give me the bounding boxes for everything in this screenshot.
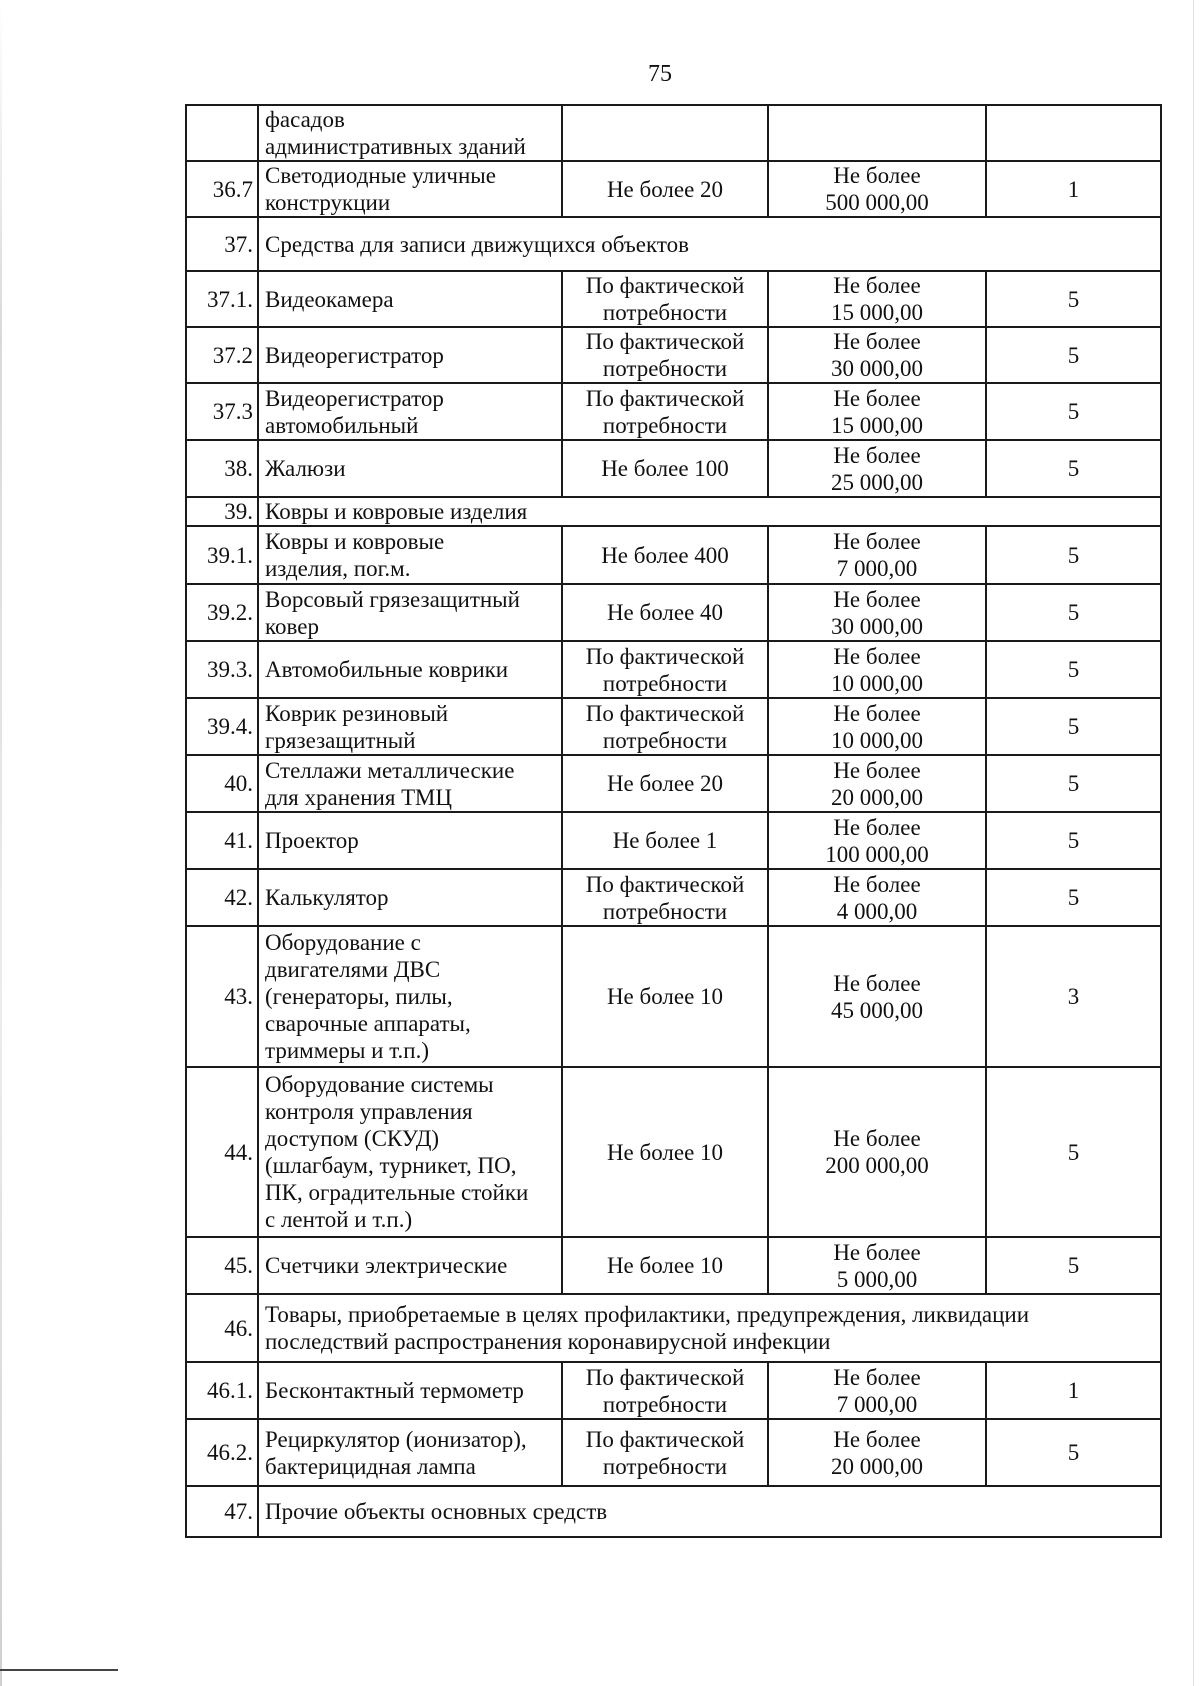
section-number: 46.	[186, 1294, 258, 1362]
item-service-life: 5	[986, 584, 1161, 641]
row-number: 45.	[186, 1237, 258, 1294]
scan-edge	[1193, 0, 1194, 1686]
item-price: Не более 7 000,00	[768, 1362, 986, 1419]
table-row	[186, 105, 1161, 161]
item-service-life: 5	[986, 698, 1161, 755]
item-quantity: Не более 20	[562, 755, 768, 812]
item-service-life: 1	[986, 1362, 1161, 1419]
item-price: Не более 20 000,00	[768, 1419, 986, 1486]
section-title: Прочие объекты основных средств	[258, 1486, 1161, 1537]
item-name: Видеорегистратор автомобильный	[258, 383, 562, 440]
item-price: Не более 10 000,00	[768, 641, 986, 698]
row-number: 39.3.	[186, 641, 258, 698]
scan-mark	[0, 1669, 118, 1671]
row-number: 40.	[186, 755, 258, 812]
table-row	[186, 440, 1161, 497]
equipment-table	[185, 104, 1162, 1538]
item-quantity: По фактической потребности	[562, 383, 768, 440]
item-name: Ворсовый грязезащитный ковер	[258, 584, 562, 641]
row-number: 46.1.	[186, 1362, 258, 1419]
item-name: Оборудование системы контроля управления доступом (СКУД) (шлагбаум, турникет, ПО, ПК, оградительные стойки с лентой и т.п.)	[258, 1067, 562, 1237]
row-number: 38.	[186, 440, 258, 497]
item-quantity: По фактической потребности	[562, 698, 768, 755]
item-service-life: 5	[986, 327, 1161, 383]
section-number: 37.	[186, 217, 258, 271]
item-price: Не более 7 000,00	[768, 526, 986, 584]
item-quantity: Не более 20	[562, 161, 768, 217]
row-number	[186, 105, 258, 161]
row-number: 44.	[186, 1067, 258, 1237]
item-quantity: Не более 1	[562, 812, 768, 869]
item-quantity: Не более 10	[562, 926, 768, 1067]
item-service-life: 5	[986, 755, 1161, 812]
item-quantity: Не более 10	[562, 1067, 768, 1237]
item-service-life: 5	[986, 1419, 1161, 1486]
item-name: Проектор	[258, 812, 562, 869]
item-name: Видеокамера	[258, 271, 562, 327]
section-number: 39.	[186, 497, 258, 526]
item-service-life: 5	[986, 271, 1161, 327]
table-row	[186, 327, 1161, 383]
row-number: 43.	[186, 926, 258, 1067]
table-row	[186, 383, 1161, 440]
page-number: 75	[648, 61, 672, 87]
item-price: Не более 15 000,00	[768, 271, 986, 327]
item-price: Не более 4 000,00	[768, 869, 986, 926]
item-quantity: Не более 10	[562, 1237, 768, 1294]
table-row	[186, 584, 1161, 641]
table-row	[186, 1419, 1161, 1486]
item-price: Не более 30 000,00	[768, 584, 986, 641]
item-service-life: 1	[986, 161, 1161, 217]
item-name: Жалюзи	[258, 440, 562, 497]
item-name: Рециркулятор (ионизатор), бактерицидная лампа	[258, 1419, 562, 1486]
table-row	[186, 526, 1161, 584]
item-name: фасадов административных зданий	[258, 105, 562, 161]
section-row	[186, 1294, 1161, 1362]
table-row	[186, 1362, 1161, 1419]
item-service-life: 5	[986, 526, 1161, 584]
item-name: Светодиодные уличные конструкции	[258, 161, 562, 217]
item-service-life: 5	[986, 641, 1161, 698]
item-name: Автомобильные коврики	[258, 641, 562, 698]
row-number: 39.2.	[186, 584, 258, 641]
item-price: Не более 25 000,00	[768, 440, 986, 497]
table-row	[186, 812, 1161, 869]
item-quantity: Не более 100	[562, 440, 768, 497]
item-quantity	[562, 105, 768, 161]
item-name: Ковры и ковровые изделия, пог.м.	[258, 526, 562, 584]
table-row	[186, 161, 1161, 217]
item-name: Оборудование с двигателями ДВС (генераторы, пилы, сварочные аппараты, триммеры и т.п.)	[258, 926, 562, 1067]
item-service-life: 5	[986, 1237, 1161, 1294]
item-price: Не более 45 000,00	[768, 926, 986, 1067]
section-row	[186, 497, 1161, 526]
table-row	[186, 271, 1161, 327]
row-number: 39.4.	[186, 698, 258, 755]
item-price: Не более 10 000,00	[768, 698, 986, 755]
section-row	[186, 1486, 1161, 1537]
row-number: 39.1.	[186, 526, 258, 584]
row-number: 36.7	[186, 161, 258, 217]
row-number: 42.	[186, 869, 258, 926]
item-name: Коврик резиновый грязезащитный	[258, 698, 562, 755]
item-service-life: 5	[986, 869, 1161, 926]
item-price: Не более 15 000,00	[768, 383, 986, 440]
table-row	[186, 926, 1161, 1067]
item-name: Счетчики электрические	[258, 1237, 562, 1294]
item-quantity: По фактической потребности	[562, 271, 768, 327]
item-price: Не более 5 000,00	[768, 1237, 986, 1294]
table-row	[186, 1237, 1161, 1294]
item-price: Не более 100 000,00	[768, 812, 986, 869]
row-number: 37.3	[186, 383, 258, 440]
item-service-life: 5	[986, 440, 1161, 497]
section-title: Средства для записи движущихся объектов	[258, 217, 1161, 271]
scan-edge	[0, 0, 2, 1686]
table-row	[186, 869, 1161, 926]
section-number: 47.	[186, 1486, 258, 1537]
item-price: Не более 20 000,00	[768, 755, 986, 812]
item-quantity: По фактической потребности	[562, 869, 768, 926]
item-quantity: По фактической потребности	[562, 1362, 768, 1419]
row-number: 46.2.	[186, 1419, 258, 1486]
item-quantity: Не более 40	[562, 584, 768, 641]
row-number: 41.	[186, 812, 258, 869]
section-title: Товары, приобретаемые в целях профилактики, предупреждения, ликвидации последствий распространения коронавирусной инфекции	[258, 1294, 1161, 1362]
table-row	[186, 755, 1161, 812]
item-price: Не более 500 000,00	[768, 161, 986, 217]
item-service-life: 3	[986, 926, 1161, 1067]
section-row	[186, 217, 1161, 271]
item-name: Стеллажи металлические для хранения ТМЦ	[258, 755, 562, 812]
item-price: Не более 30 000,00	[768, 327, 986, 383]
section-title: Ковры и ковровые изделия	[258, 497, 1161, 526]
item-service-life	[986, 105, 1161, 161]
item-price: Не более 200 000,00	[768, 1067, 986, 1237]
item-quantity: По фактической потребности	[562, 1419, 768, 1486]
item-name: Бесконтактный термометр	[258, 1362, 562, 1419]
table-row	[186, 641, 1161, 698]
table-row	[186, 698, 1161, 755]
item-name: Видеорегистратор	[258, 327, 562, 383]
table-row	[186, 1067, 1161, 1237]
item-name: Калькулятор	[258, 869, 562, 926]
item-quantity: По фактической потребности	[562, 327, 768, 383]
item-quantity: Не более 400	[562, 526, 768, 584]
row-number: 37.2	[186, 327, 258, 383]
item-service-life: 5	[986, 812, 1161, 869]
item-service-life: 5	[986, 383, 1161, 440]
item-service-life: 5	[986, 1067, 1161, 1237]
item-quantity: По фактической потребности	[562, 641, 768, 698]
item-price	[768, 105, 986, 161]
table-body	[186, 105, 1161, 1537]
row-number: 37.1.	[186, 271, 258, 327]
